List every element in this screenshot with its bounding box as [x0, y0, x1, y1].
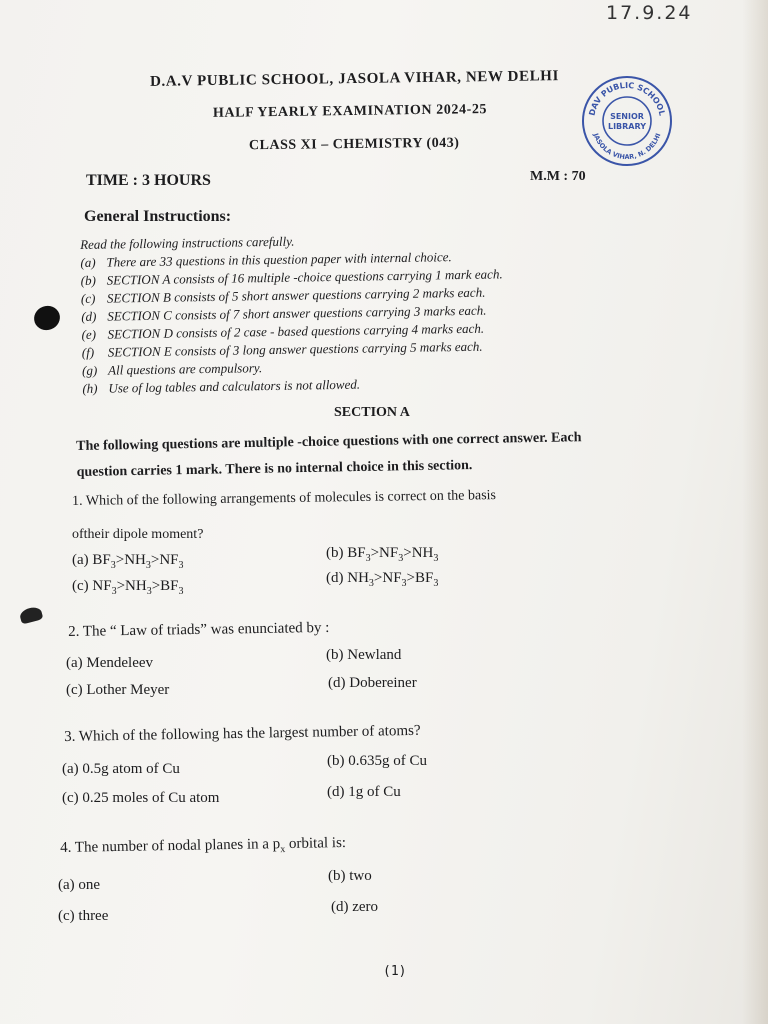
- section-intro: [76, 425, 582, 486]
- instruction-item: (b) SECTION A consists of 16 multiple -choice questions carrying 1 mark each.: [80, 266, 503, 288]
- instruction-item: (d) SECTION C consists of 7 short answer questions carrying 3 marks each.: [81, 302, 487, 324]
- question-2-option-a: (a) Mendeleev: [66, 655, 154, 671]
- question-3-option-a: (a) 0.5g atom of Cu: [62, 761, 180, 777]
- instruction-item: (g) All questions are compulsory.: [81, 360, 263, 378]
- stamp-arc-top: DAV PUBLIC SCHOOL: [587, 80, 667, 117]
- page-number: (1): [383, 964, 407, 979]
- instruction-item: (f) SECTION E consists of 3 long answer questions carrying 5 marks each.: [81, 338, 483, 360]
- question-2-option-b: (b) Newland: [326, 647, 402, 663]
- stamp-center-line1: SENIOR: [610, 112, 644, 121]
- instruction-item: (a) There are 33 questions in this question paper with internal choice.: [80, 249, 452, 270]
- section-title: SECTION A: [334, 405, 410, 420]
- question-3-option-b: (b) 0.635g of Cu: [327, 753, 427, 769]
- instructions-heading: General Instructions:: [84, 208, 232, 225]
- question-3-option-d: (d) 1g of Cu: [327, 784, 401, 800]
- question-1-option-a: (a) $BF_3>NH_3>NF_3$: [72, 552, 184, 571]
- section-intro-line1: The following questions are multiple -choice questions with one correct answer. Each: [76, 430, 582, 454]
- punch-hole-mark: [31, 302, 64, 333]
- exam-title: HALF YEARLY EXAMINATION 2024-25: [212, 102, 488, 121]
- question-1-option-b: (b) $BF_3>NF_3>NH_3$: [326, 545, 439, 564]
- max-marks: M.M : 70: [530, 169, 586, 184]
- school-name: D.A.V PUBLIC SCHOOL, JASOLA VIHAR, NEW DELHI: [149, 68, 560, 90]
- instruction-item: (e) SECTION D consists of 2 case - based questions carrying 4 marks each.: [81, 320, 485, 342]
- question-4-option-c: (c) three: [58, 908, 109, 924]
- question-1-option-c: (c) $NF_3>NH_3>BF_3$: [72, 578, 184, 597]
- question-4-option-a: (a) one: [58, 877, 101, 893]
- exam-time: TIME : 3 HOURS: [86, 172, 211, 189]
- question-4-stem: 4. The number of nodal planes in a $p_x$ orbital is:: [60, 835, 347, 856]
- ink-mark: [19, 605, 44, 624]
- instructions-list: [80, 229, 504, 398]
- question-4-option-d: (d) zero: [331, 899, 379, 915]
- stamp-arc-bottom: JASOLA VIHAR, N. DELHI: [591, 132, 663, 162]
- stamp-center-line2: LIBRARY: [607, 122, 647, 131]
- handwritten-date: 17.9.24: [606, 2, 693, 24]
- question-2-stem: 2. The “ Law of triads” was enunciated by :: [68, 619, 330, 640]
- instructions-lead: Read the following instructions carefully.: [80, 233, 295, 252]
- question-4-option-b: (b) two: [328, 868, 372, 884]
- class-subject: CLASS XI – CHEMISTRY (043): [248, 135, 460, 154]
- instruction-item: (c) SECTION B consists of 5 short answer questions carrying 2 marks each.: [80, 284, 486, 306]
- question-2-option-d: (d) Dobereiner: [328, 675, 417, 691]
- instruction-item: (h) Use of log tables and calculators is not allowed.: [82, 376, 361, 396]
- question-1-line1: 1. Which of the following arrangements of molecules is correct on the basis: [72, 488, 497, 509]
- section-intro-line2: question carries 1 mark. There is no internal choice in this section.: [76, 458, 473, 480]
- question-2-option-c: (c) Lother Meyer: [66, 682, 170, 698]
- question-1-option-d: (d) $NH_3>NF_3>BF_3$: [326, 570, 439, 589]
- question-3-stem: 3. Which of the following has the largest number of atoms?: [64, 722, 421, 745]
- library-stamp-icon: [580, 74, 674, 173]
- question-1-line2: oftheir dipole moment?: [72, 527, 204, 542]
- question-3-option-c: (c) 0.25 moles of Cu atom: [62, 790, 220, 806]
